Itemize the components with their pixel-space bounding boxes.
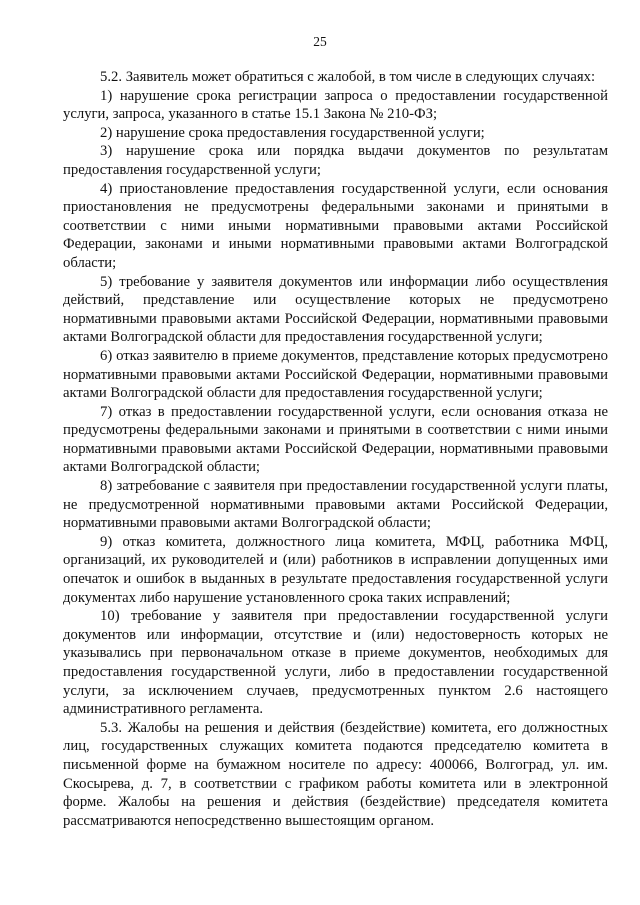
paragraph-item-3: 3) нарушение срока или порядка выдачи документов по результатам предоставления государственной услуги; (63, 143, 608, 178)
paragraph-item-9: 9) отказ комитета, должностного лица комитета, МФЦ, работника МФЦ, организаций, их руководителей и (или) работников в исправлении допущенных ими опечаток и ошибок в выданных в результате предоставления государственной услуги документах либо нарушение установленного срока таких исправлений; (63, 533, 608, 606)
paragraph-item-2: 2) нарушение срока предоставления государственной услуги; (100, 124, 485, 141)
paragraph-item-10: 10) требование у заявителя при предоставлении государственной услуги документов или информации, отсутствие и (или) недостоверность которых не указывались при первоначальном отказе в приеме документов, необходимых для предоставления государственной услуги, либо в предоставлении государственной услуги, за исключением случаев, предусмотренных пунктом 2.6 настоящего административного регламента. (63, 608, 608, 718)
paragraph-item-5: 5) требование у заявителя документов или информации либо осуществления действий, представление или осуществление которых не предусмотрено нормативными правовыми актами Российской Федерации, нормативными правовыми актами Волгоградской области для предоставления государственной услуги; (63, 273, 608, 346)
paragraph-5-2: 5.2. Заявитель может обратиться с жалобой, в том числе в следующих случаях: (100, 69, 596, 85)
paragraph-item-7: 7) отказ в предоставлении государственной услуги, если основания отказа не предусмотрены федеральными законами и принятыми в соответствии с ними иными нормативными правовыми актами Российской Федерации, нормативными правовыми актами Волгоградской области; (63, 403, 608, 476)
paragraph-item-1: 1) нарушение срока регистрации запроса о предоставлении государственной услуги, запроса, указанного в статье 15.1 Закона № 210-ФЗ; (63, 87, 608, 123)
paragraph-item-6: 6) отказ заявителю в приеме документов, представление которых предусмотрено нормативными правовыми актами Российской Федерации, нормативными правовыми актами Волгоградской области для предоставления государственной услуги; (63, 347, 608, 402)
document-body (63, 68, 608, 830)
paragraph-item-4: 4) приостановление предоставления государственной услуги, если основания приостановления не предусмотрены федеральными законами и принятыми в соответствии с ними иными нормативными правовыми актами Российской Федерации, законами и иными нормативными правовыми актами Волгоградской области; (63, 180, 608, 271)
paragraph-5-3: 5.3. Жалобы на решения и действия (бездействие) комитета, его должностных лиц, государственных служащих комитета подаются председателю комитета в письменной форме на бумажном носителе по адресу: 400066, Волгоград, ул. им. Скосырева, д. 7, в соответствии с графиком работы комитета или в электронной форме. Жалобы на решения и действия (бездействие) председателя комитета рассматриваются непосредственно вышестоящим органом. (63, 719, 608, 829)
page-number: 25 (313, 34, 327, 49)
paragraph-item-8: 8) затребование с заявителя при предоставлении государственной услуги платы, не предусмотренной нормативными правовыми актами Российской Федерации, нормативными правовыми актами Волгоградской области; (63, 478, 608, 532)
